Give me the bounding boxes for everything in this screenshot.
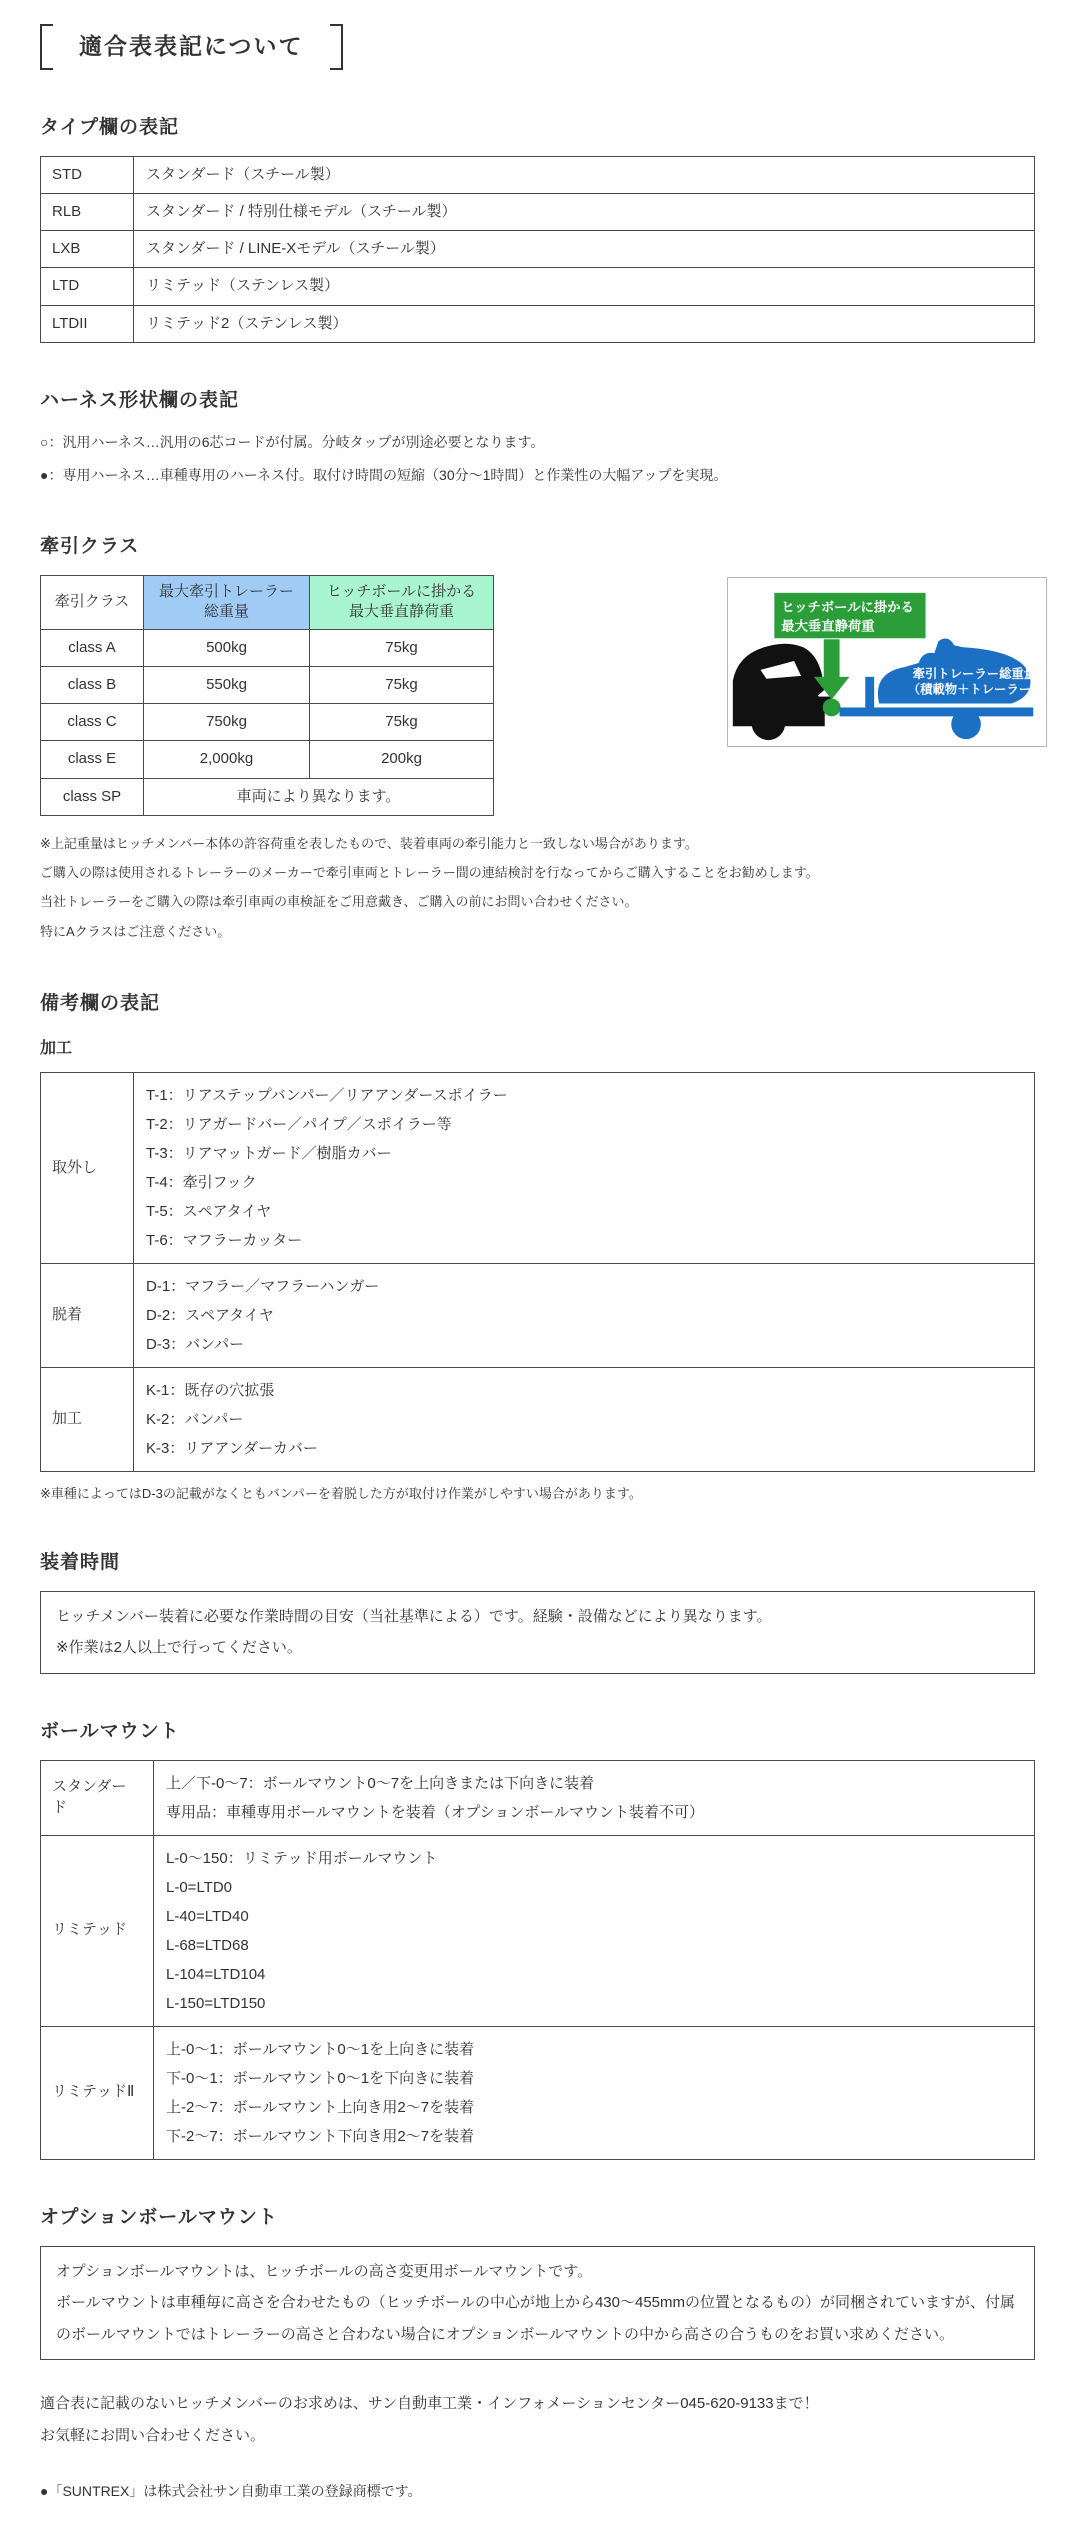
type-desc: スタンダード（スチール製） (134, 156, 1035, 193)
svg-text:（積載物＋トレーラー）: （積載物＋トレーラー） (907, 682, 1044, 697)
trademark-note: ●「SUNTREX」は株式会社サン自動車工業の登録商標です。 (40, 2483, 422, 2500)
svg-text:最大垂直静荷重: 最大垂直静荷重 (781, 618, 875, 634)
install-time-box: ヒッチメンバー装着に必要な作業時間の目安（当社基準による）です。経験・設備などにより異なります。 ※作業は2人以上で行ってください。 (40, 1591, 1035, 1674)
class-load: 75kg (310, 629, 494, 666)
page-title: 適合表表記について (79, 33, 304, 59)
type-code: LXB (41, 231, 134, 268)
table-row (41, 666, 494, 703)
section-heading-remarks: 備考欄の表記 (40, 992, 161, 1014)
class-weight: 2,000kg (144, 741, 310, 778)
table-row (41, 2026, 1035, 2159)
section-heading-option-ballmount: オプションボールマウント (40, 2206, 278, 2228)
table-row (41, 193, 1035, 230)
table-row (41, 1072, 1035, 1263)
header-towing-class: 牽引クラス (41, 576, 144, 630)
contact-info (40, 2388, 1035, 2451)
option-ballmount-box: オプションボールマウントは、ヒッチボールの高さ変更用ボールマウントです。 ボールマウントは車種毎に高さを合わせたもの（ヒッチボールの中心が地上から430～455mmの位置となるもの）が同梱されていますが、付属のボールマウントではトレーラーの高さと合わない場合にオプションボールマウントの中から高さの合うものをお買い求めください。 (40, 2246, 1035, 2361)
harness-notes (40, 429, 1035, 489)
table-row (41, 156, 1035, 193)
title-bracket-right-icon (330, 24, 343, 70)
section-heading-install-time: 装着時間 (40, 1551, 121, 1573)
harness-note-dedicated: ●：専用ハーネス…車種専用のハーネス付。取付け時間の短縮（30分～1時間）と作業性の大幅アップを実現。 (40, 467, 728, 484)
towing-class-block (40, 575, 1044, 816)
type-desc: スタンダード / LINE-Xモデル（スチール製） (134, 231, 1035, 268)
section-heading-ballmount: ボールマウント (40, 1720, 180, 1742)
type-table (40, 156, 1035, 343)
class-weight: 750kg (144, 704, 310, 741)
type-desc: スタンダード / 特別仕様モデル（スチール製） (134, 193, 1035, 230)
class-sp-value: 車両により異なります。 (144, 778, 494, 815)
ballmount-items: L-0～150：リミテッド用ボールマウント L-0=LTD0 L-40=LTD40 L-68=LTD68 L-104=LTD104 L-150=LTD150 (154, 1835, 1035, 2026)
table-row (41, 629, 494, 666)
section-heading-type: タイプ欄の表記 (40, 116, 180, 138)
type-desc: リミテッド（ステンレス製） (134, 268, 1035, 305)
class-load: 75kg (310, 666, 494, 703)
processing-label: 取外し (41, 1072, 134, 1263)
class-name: class E (41, 741, 144, 778)
ballmount-items: 上-0～1：ボールマウント0～1を上向きに装着 下-0～1：ボールマウント0～1を下向きに装着 上-2～7：ボールマウント上向き用2～7を装着 下-2～7：ボールマウント下向き用2～7を装着 (154, 2026, 1035, 2159)
ballmount-label: リミテッド (41, 1835, 154, 2026)
subheading-processing: 加工 (40, 1039, 73, 1057)
svg-text:ヒッチボールに掛かる: ヒッチボールに掛かる (781, 599, 914, 615)
processing-items: D-1：マフラー／マフラーハンガー D-2：スペアタイヤ D-3：バンパー (134, 1263, 1035, 1367)
page-title-block (40, 24, 343, 70)
towing-diagram (727, 577, 1047, 747)
processing-items: T-1：リアステップバンパー／リアアンダースポイラー T-2：リアガードバー／パイプ／スポイラー等 T-3：リアマットガード／樹脂カバー T-4：牽引フック T-5：スペアタイヤ T-6：マフラーカッター (134, 1072, 1035, 1263)
towing-note: 当社トレーラーをご購入の際は牽引車両の車検証をご用意戴き、ご購入の前にお問い合わせください。 (40, 894, 638, 910)
type-code: STD (41, 156, 134, 193)
class-weight: 550kg (144, 666, 310, 703)
ballmount-label: スタンダード (41, 1760, 154, 1835)
car-silhouette-icon (733, 644, 832, 740)
class-name: class C (41, 704, 144, 741)
processing-note: ※車種によってはD-3の記載がなくともバンパーを着脱した方が取付け作業がしやすい場合があります。 (40, 1485, 642, 1501)
towing-note: 特にAクラスはご注意ください。 (40, 923, 231, 939)
class-weight: 500kg (144, 629, 310, 666)
ballmount-table (40, 1760, 1035, 2160)
class-load: 75kg (310, 704, 494, 741)
hitch-load-label (774, 593, 925, 638)
towing-notes (40, 829, 1035, 946)
type-desc: リミテッド2（ステンレス製） (134, 305, 1035, 342)
table-row (41, 741, 494, 778)
harness-note-generic: ○：汎用ハーネス…汎用の6芯コードが付属。分岐タップが別途必要となります。 (40, 433, 545, 450)
table-row (41, 268, 1035, 305)
table-row (41, 231, 1035, 268)
section-heading-towing-class: 牽引クラス (40, 536, 140, 558)
class-name: class A (41, 629, 144, 666)
type-code: LTDII (41, 305, 134, 342)
ballmount-label: リミテッドⅡ (41, 2026, 154, 2159)
processing-items: K-1：既存の穴拡張 K-2：バンパー K-3：リアアンダーカバー (134, 1367, 1035, 1471)
processing-label: 脱着 (41, 1263, 134, 1367)
type-code: RLB (41, 193, 134, 230)
towing-note: ※上記重量はヒッチメンバー本体の許容荷重を表したもので、装着車両の牽引能力と一致しない場合があります。 (40, 835, 698, 851)
contact-line: 適合表に記載のないヒッチメンバーのお求めは、サン自動車工業・インフォメーションセンター045-620-9133まで！ (40, 2395, 819, 2413)
towing-note: ご購入の際は使用されるトレーラーのメーカーで牽引車両とトレーラー間の連結検討を行なってからご購入することをお勧めします。 (40, 865, 819, 881)
header-max-vertical-load: ヒッチボールに掛かる 最大垂直静荷重 (310, 576, 494, 630)
processing-table (40, 1072, 1035, 1472)
header-max-trailer-weight: 最大牽引トレーラー 総重量 (144, 576, 310, 630)
table-row (41, 305, 1035, 342)
svg-text:牽引トレーラー総重量: 牽引トレーラー総重量 (912, 666, 1037, 681)
table-row (41, 1263, 1035, 1367)
trailer-silhouette-icon (840, 639, 1044, 740)
ballmount-items: 上／下-0～7：ボールマウント0～7を上向きまたは下向きに装着 専用品：車種専用ボールマウントを装着（オプションボールマウント装着不可） (154, 1760, 1035, 1835)
table-row (41, 1835, 1035, 2026)
processing-label: 加工 (41, 1367, 134, 1471)
table-row (41, 1367, 1035, 1471)
class-name: class B (41, 666, 144, 703)
table-row (41, 704, 494, 741)
towing-diagram-svg (728, 578, 1046, 746)
table-row (41, 778, 494, 815)
class-name: class SP (41, 778, 144, 815)
towing-class-table (40, 575, 494, 816)
contact-line: お気軽にお問い合わせください。 (40, 2426, 266, 2444)
title-bracket-left-icon (40, 24, 53, 70)
class-load: 200kg (310, 741, 494, 778)
section-heading-harness: ハーネス形状欄の表記 (40, 389, 240, 411)
table-header-row (41, 576, 494, 630)
type-code: LTD (41, 268, 134, 305)
table-row (41, 1760, 1035, 1835)
